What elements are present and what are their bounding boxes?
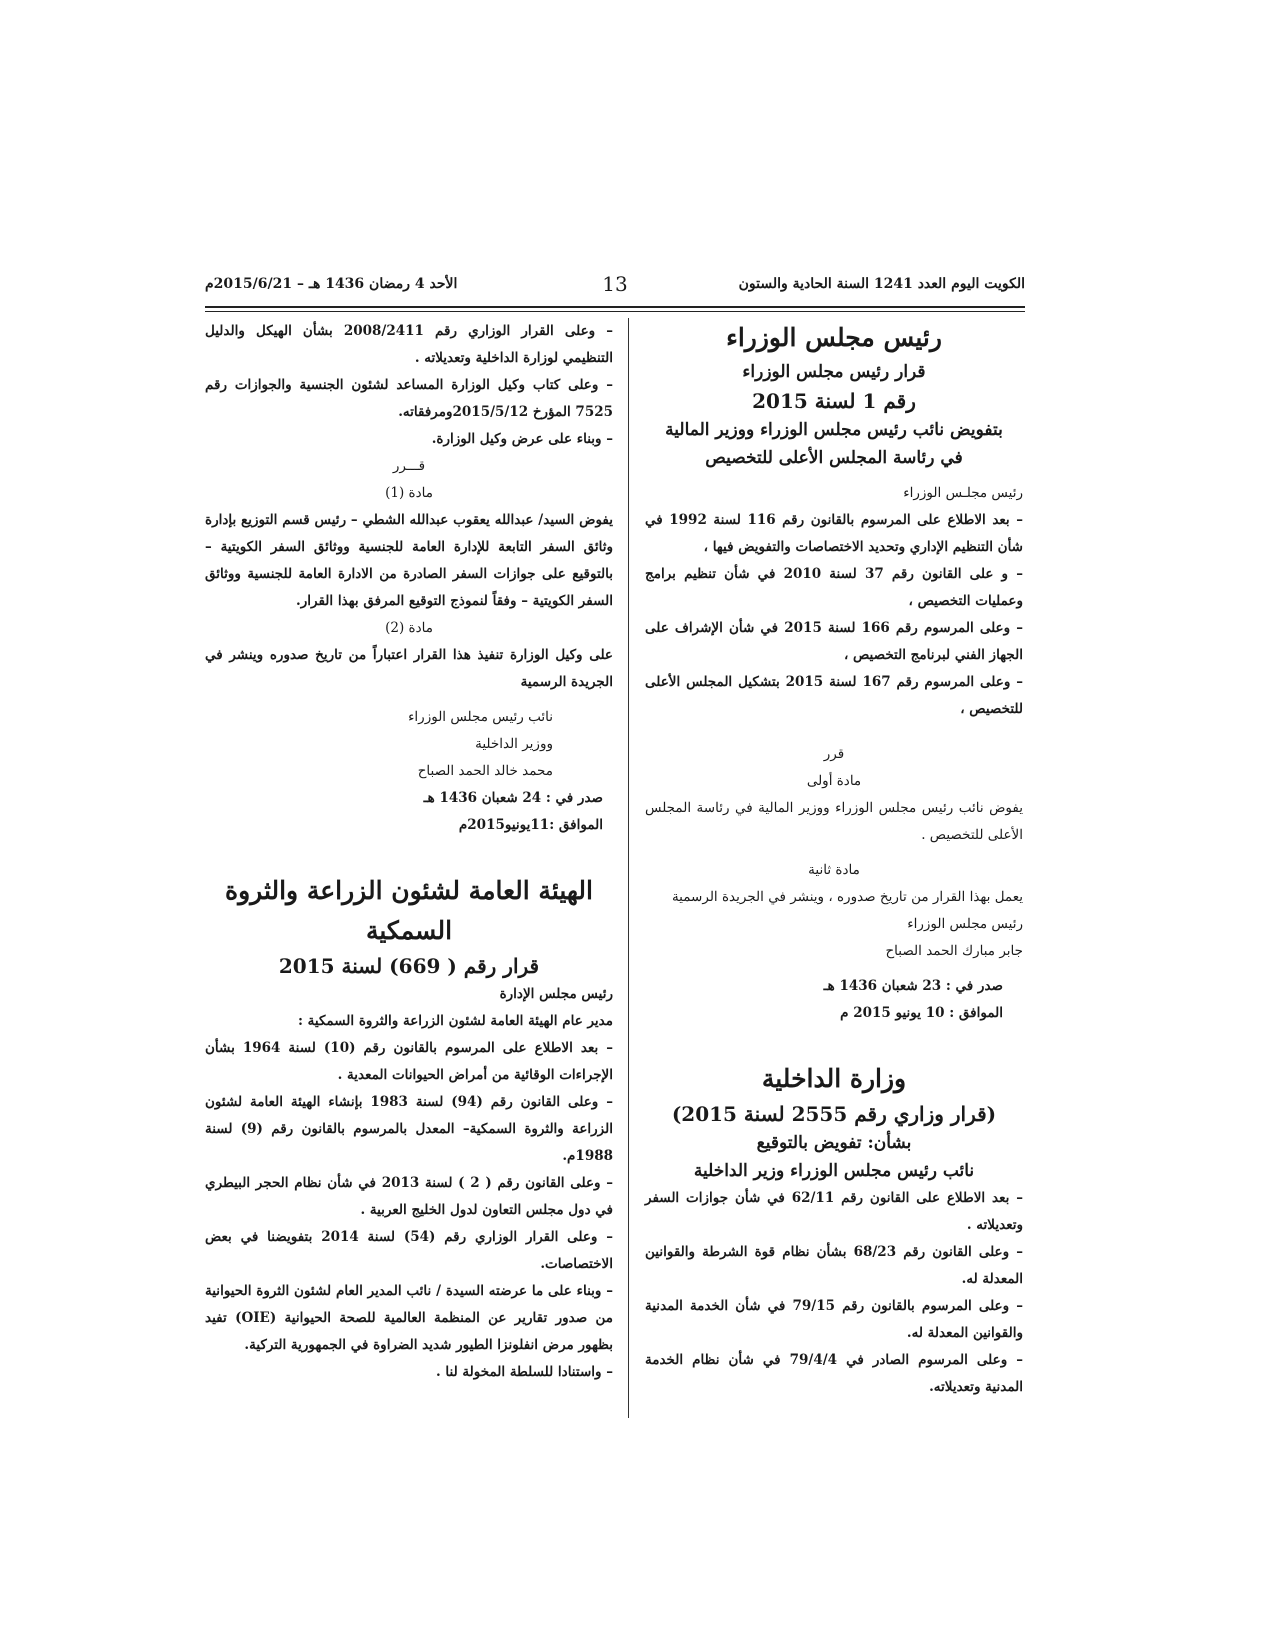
article-text: يعمل بهذا القرار من تاريخ صدوره ، وينشر في الجريدة الرسمية: [671, 889, 1023, 905]
column-divider: [628, 318, 629, 1418]
page-number: 13: [602, 272, 628, 296]
article-text: يفوض السيد/ عبدالله يعقوب عبدالله الشطي – رئيس قسم التوزيع بإدارة وثائق السفر التابعة للإدارة العامة للجنسية ووثائق السفر الكويتية – بالتوقيع على جوازات السفر الصادرة من الادارة العامة للجنسية ووثائق السفر الكويتية – وفقاً لنموذج التوقيع المرفق بهذا القرار.: [205, 512, 613, 609]
recital: – وبناء على عرض وكيل الوزارة.: [431, 431, 613, 447]
recital: – وعلى القانون رقم 68/23 بشأن نظام قوة الشرطة والقوانين المعدلة له.: [645, 1244, 1023, 1287]
decision-subject: بشأن: تفويض بالتوقيع: [756, 1133, 912, 1153]
decision-number: قرار رقم ( 669) لسنة 2015: [278, 954, 540, 978]
signatory-title: رئيس مجلس الوزراء: [907, 916, 1023, 932]
decision-number: رقم 1 لسنة 2015: [752, 389, 916, 413]
right-column: [645, 318, 1023, 1401]
recital: – وعلى المرسوم رقم 166 لسنة 2015 في شأن الإشراف على الجهاز الفني لبرنامج التخصيص ،: [645, 620, 1023, 663]
recital: – و على القانون رقم 37 لسنة 2010 في شأن تنظيم برامج وعمليات التخصيص ،: [645, 566, 1023, 609]
recital: – بعد الاطلاع على المرسوم بالقانون رقم (10) لسنة 1964 بشأن الإجراءات الوقائية من أمراض الحيوانات المعدية .: [205, 1040, 614, 1083]
corresponding-date-line: الموافق :11يونيو2015م: [458, 817, 603, 833]
decision-topic: بتفويض نائب رئيس مجلس الوزراء ووزير المالية: [665, 420, 1003, 440]
signatory-name: جابر مبارك الحمد الصباح: [885, 943, 1023, 959]
board-line: رئيس مجلس الإدارة: [499, 986, 613, 1002]
recital: – وعلى القانون رقم (94) لسنة 1983 بإنشاء الهيئة العامة لشئون الزراعة والثروة السمكية– المعدل بالمرسوم بالقانون رقم (9) لسنة 1988م.: [205, 1094, 613, 1164]
issuer-line: مدير عام الهيئة العامة لشئون الزراعة والثروة السمكية :: [297, 1013, 613, 1029]
signatory-title: ووزير الداخلية: [475, 736, 553, 752]
issue-date-line: صدر في : 24 شعبان 1436 هـ: [423, 790, 603, 806]
issuer-line: نائب رئيس مجلس الوزراء وزير الداخلية: [693, 1161, 975, 1181]
section-title-agriculture: الهيئة العامة لشئون الزراعة والثروة السمكية: [224, 876, 593, 945]
publication-issue: الكويت اليوم العدد 1241 السنة الحادية والستون: [738, 276, 1025, 292]
decided-heading: قـــرر: [392, 458, 426, 474]
article-text: على وكيل الوزارة تنفيذ هذا القرار اعتباراً من تاريخ صدوره وينشر في الجريدة الرسمية: [205, 647, 613, 690]
recital: – وعلى القرار الوزاري رقم 2008/2411 بشأن الهيكل والدليل التنظيمي لوزارة الداخلية وتعديلاته .: [205, 323, 614, 366]
recital: – واستنادا للسلطة المخولة لنا .: [436, 1364, 613, 1380]
signatory-name: محمد خالد الحمد الصباح: [417, 763, 553, 779]
recital: – وعلى القانون رقم ( 2 ) لسنة 2013 في شأن نظام الحجر البيطري في دول مجلس التعاون لدول الخليج العربية .: [205, 1175, 613, 1218]
section-title-cabinet: رئيس مجلس الوزراء: [726, 323, 942, 352]
left-column: [205, 318, 613, 1386]
issuer-line: رئيس مجلـس الوزراء: [903, 485, 1023, 501]
article-heading: مادة أولى: [806, 773, 862, 789]
corresponding-date-line: الموافق : 10 يونيو 2015 م: [840, 1005, 1003, 1021]
recital: – وعلى المرسوم الصادر في 79/4/4 في شأن نظام الخدمة المدنية وتعديلاته.: [645, 1352, 1023, 1395]
header-rule-thin: [205, 311, 1025, 312]
issue-date-line: صدر في : 23 شعبان 1436 هـ: [823, 978, 1003, 994]
recital: – وعلى المرسوم رقم 167 لسنة 2015 بتشكيل المجلس الأعلى للتخصيص ،: [645, 674, 1023, 717]
recital: – وبناء على ما عرضته السيدة / نائب المدير العام لشئون الثروة الحيوانية من صدور تقارير عن المنظمة العالمية للصحة الحيوانية (OIE) تفيد بظهور مرض انفلونزا الطيور شديد الضراوة في الجمهورية التركية.: [205, 1283, 613, 1353]
signatory-title: نائب رئيس مجلس الوزراء: [408, 709, 553, 725]
running-header: [205, 272, 1025, 298]
decision-heading: قرار رئيس مجلس الوزراء: [742, 362, 926, 382]
decision-topic: في رئاسة المجلس الأعلى للتخصيص: [705, 448, 963, 468]
decision-number: (قرار وزاري رقم 2555 لسنة 2015): [671, 1102, 997, 1126]
article-heading: مادة (1): [385, 485, 433, 501]
article-text: يفوض نائب رئيس مجلس الوزراء ووزير المالية في رئاسة المجلس الأعلى للتخصيص .: [645, 800, 1023, 843]
decided-heading: قرر: [823, 746, 845, 762]
article-heading: مادة ثانية: [808, 862, 860, 878]
recital: – بعد الاطلاع على المرسوم بالقانون رقم 116 لسنة 1992 في شأن التنظيم الإداري وتحديد الاختصاصات والتفويض فيها ،: [645, 512, 1023, 555]
recital: – وعلى المرسوم بالقانون رقم 79/15 في شأن الخدمة المدنية والقوانين المعدلة له.: [645, 1298, 1023, 1341]
recital: – بعد الاطلاع على القانون رقم 62/11 في شأن جوازات السفر وتعديلاته .: [645, 1190, 1023, 1233]
recital: – وعلى كتاب وكيل الوزارة المساعد لشئون الجنسية والجوازات رقم 7525 المؤرخ 2015/5/12ومرفقاته.: [205, 377, 613, 420]
recital: – وعلى القرار الوزاري رقم (54) لسنة 2014 بتفويضنا في بعض الاختصاصات.: [205, 1229, 613, 1272]
issue-date: الأحد 4 رمضان 1436 هـ – 2015/6/21م: [205, 276, 458, 292]
article-heading: مادة (2): [385, 620, 433, 636]
section-title-interior: وزارة الداخلية: [761, 1064, 907, 1093]
header-rule: [205, 306, 1025, 308]
